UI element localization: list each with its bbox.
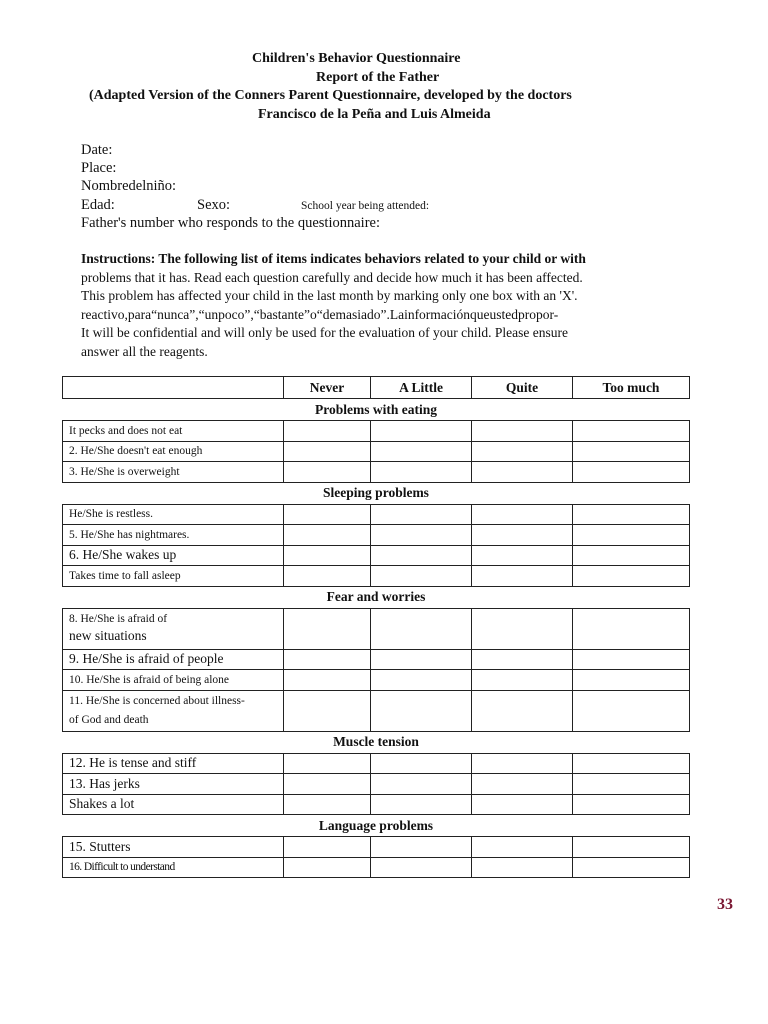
adapted-note-line-2: Francisco de la Peña and Luis Almeida [258, 106, 491, 122]
table-row [63, 774, 690, 795]
table-row [63, 753, 690, 774]
section-title: Language problems [63, 815, 690, 837]
section-title: Problems with eating [63, 399, 690, 421]
answer-cell[interactable] [472, 857, 573, 878]
answer-cell[interactable] [371, 649, 472, 670]
answer-cell[interactable] [284, 504, 371, 525]
answer-cell[interactable] [573, 857, 690, 878]
answer-cell[interactable] [573, 753, 690, 774]
table-row [63, 545, 690, 566]
table-row [63, 525, 690, 546]
column-header-quite: Quite [472, 377, 573, 399]
answer-cell[interactable] [573, 566, 690, 587]
table-row [63, 441, 690, 462]
age-label: Edad: [81, 196, 115, 213]
answer-cell[interactable] [371, 566, 472, 587]
answer-cell[interactable] [472, 504, 573, 525]
table-row [63, 794, 690, 815]
document-title: Children's Behavior Questionnaire [252, 51, 461, 66]
answer-cell[interactable] [284, 774, 371, 795]
column-header-too-much: Too much [573, 377, 690, 399]
school-year-label: School year being attended: [301, 199, 430, 212]
answer-cell[interactable] [371, 504, 472, 525]
answer-cell[interactable] [573, 670, 690, 691]
age-sex-row [81, 196, 430, 214]
instructions-line: problems that it has. Read each question carefully and decide how much it has been affected. [81, 269, 583, 285]
answer-cell[interactable] [573, 504, 690, 525]
answer-cell[interactable] [371, 670, 472, 691]
table-row [63, 504, 690, 525]
item-label: 15. Stutters [63, 837, 284, 858]
answer-cell[interactable] [573, 441, 690, 462]
section-title: Muscle tension [63, 731, 690, 753]
item-label-line: 8. He/She is afraid of [69, 612, 168, 625]
answer-cell[interactable] [472, 462, 573, 483]
respondent-fields [81, 141, 430, 232]
document-subtitle: Report of the Father [316, 69, 440, 85]
answer-cell[interactable] [371, 421, 472, 442]
answer-cell[interactable] [573, 794, 690, 815]
answer-cell[interactable] [284, 421, 371, 442]
item-label: 2. He/She doesn't eat enough [63, 441, 284, 462]
table-row [63, 649, 690, 670]
answer-cell[interactable] [371, 774, 472, 795]
answer-cell[interactable] [284, 753, 371, 774]
answer-cell[interactable] [371, 462, 472, 483]
answer-cell[interactable] [573, 462, 690, 483]
answer-cell[interactable] [573, 649, 690, 670]
table-row [63, 566, 690, 587]
answer-cell[interactable] [284, 566, 371, 587]
section-title: Sleeping problems [63, 482, 690, 504]
answer-cell[interactable] [284, 545, 371, 566]
item-label: 9. He/She is afraid of people [63, 649, 284, 670]
item-label [63, 690, 284, 731]
answer-cell[interactable] [573, 525, 690, 546]
date-label: Date: [81, 142, 113, 158]
instructions-line: reactivo,para“nunca”,“unpoco”,“bastante”o“demasiado”.Lainformaciónqueustedpropor- [81, 306, 559, 322]
instructions [81, 250, 681, 362]
answer-cell[interactable] [573, 837, 690, 858]
answer-cell[interactable] [371, 545, 472, 566]
answer-cell[interactable] [472, 690, 573, 731]
answer-cell[interactable] [573, 608, 690, 649]
answer-cell[interactable] [371, 608, 472, 649]
answer-cell[interactable] [371, 525, 472, 546]
item-label: 13. Has jerks [63, 774, 284, 795]
item-label: It pecks and does not eat [63, 421, 284, 442]
answer-cell[interactable] [573, 421, 690, 442]
answer-cell[interactable] [472, 566, 573, 587]
answer-cell[interactable] [284, 794, 371, 815]
item-label: 12. He is tense and stiff [63, 753, 284, 774]
column-header-item [63, 377, 284, 399]
answer-cell[interactable] [371, 441, 472, 462]
item-label: He/She is restless. [63, 504, 284, 525]
answer-cell[interactable] [284, 608, 371, 649]
item-label: 6. He/She wakes up [63, 545, 284, 566]
item-label-line: of God and death [69, 713, 149, 726]
table-row [63, 837, 690, 858]
instructions-lead: Instructions: The following list of items indicates behaviors related to your child or with [81, 251, 586, 266]
item-label-line: 11. He/She is concerned about illness- [69, 694, 245, 707]
column-header-a-little: A Little [371, 377, 472, 399]
answer-cell[interactable] [284, 690, 371, 731]
adapted-note-line-1: (Adapted Version of the Conners Parent Questionnaire, developed by the doctors [89, 88, 572, 103]
answer-cell[interactable] [371, 837, 472, 858]
answer-cell[interactable] [472, 545, 573, 566]
answer-cell[interactable] [284, 857, 371, 878]
table-row [63, 690, 690, 731]
child-name-label: Nombredelniño: [81, 178, 177, 195]
answer-cell[interactable] [472, 608, 573, 649]
item-label-line: new situations [69, 627, 147, 643]
item-label: 10. He/She is afraid of being alone [63, 670, 284, 691]
table-row [63, 421, 690, 442]
answer-cell[interactable] [472, 649, 573, 670]
page-number: 33 [717, 896, 733, 913]
instructions-line: This problem has affected your child in the last month by marking only one box with an 'X'. [81, 288, 578, 304]
table-header-row [63, 377, 690, 399]
sex-label: Sexo: [197, 196, 231, 213]
answer-cell[interactable] [472, 837, 573, 858]
respondent-label: Father's number who responds to the questionnaire: [81, 214, 380, 231]
instructions-line: It will be confidential and will only be used for the evaluation of your child. Please ensure [81, 325, 568, 341]
answer-cell[interactable] [472, 421, 573, 442]
answer-cell[interactable] [472, 441, 573, 462]
answer-cell[interactable] [573, 774, 690, 795]
column-header-never: Never [284, 377, 371, 399]
answer-cell[interactable] [371, 794, 472, 815]
table-row [63, 608, 690, 649]
section-title: Fear and worries [63, 586, 690, 608]
answer-cell[interactable] [371, 690, 472, 731]
answer-cell[interactable] [284, 441, 371, 462]
table-row [63, 857, 690, 878]
answer-cell[interactable] [472, 525, 573, 546]
answer-cell[interactable] [472, 670, 573, 691]
answer-cell[interactable] [371, 753, 472, 774]
answer-cell[interactable] [472, 774, 573, 795]
instructions-line: answer all the reagents. [81, 343, 208, 359]
place-label: Place: [81, 160, 117, 177]
answer-cell[interactable] [284, 837, 371, 858]
answer-cell[interactable] [573, 545, 690, 566]
answer-cell[interactable] [472, 753, 573, 774]
answer-cell[interactable] [472, 794, 573, 815]
table-row [63, 670, 690, 691]
item-label: 5. He/She has nightmares. [63, 525, 284, 546]
item-label: 16. Difficult to understand [63, 857, 284, 878]
answer-cell[interactable] [284, 462, 371, 483]
questionnaire-table [62, 376, 690, 878]
item-label [63, 608, 284, 649]
answer-cell[interactable] [284, 670, 371, 691]
item-label: Takes time to fall asleep [63, 566, 284, 587]
answer-cell[interactable] [573, 690, 690, 731]
answer-cell[interactable] [284, 525, 371, 546]
item-label: 3. He/She is overweight [63, 462, 284, 483]
item-label: Shakes a lot [63, 794, 284, 815]
answer-cell[interactable] [284, 649, 371, 670]
answer-cell[interactable] [371, 857, 472, 878]
table-row [63, 462, 690, 483]
